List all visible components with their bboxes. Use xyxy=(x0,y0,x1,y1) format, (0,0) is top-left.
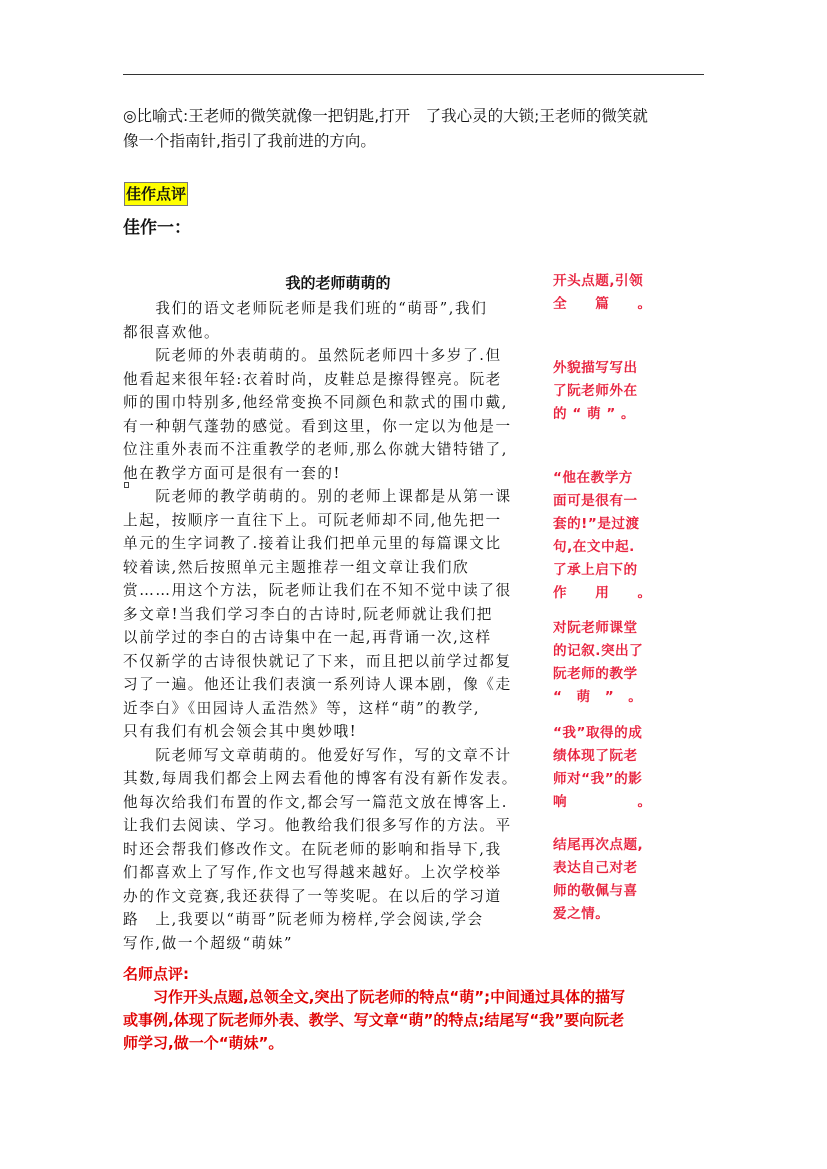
annotation-line: “ 萌 ” 。 xyxy=(553,689,643,705)
annotation-line: 阮老师的教学 xyxy=(553,666,638,682)
review-line: 习作开头点题,总领全文,突出了阮老师的特点“萌”;中间通过具体的描写 xyxy=(123,988,626,1006)
essay-line: 我们的语文老师阮老师是我们班的“萌哥”,我们 xyxy=(123,300,488,317)
annotation-line: 响 。 xyxy=(553,794,652,810)
annotation-line: 表达自己对老 xyxy=(553,860,638,876)
essay-line: 单元的生字词教了.接着让我们把单元里的每篇课文比 xyxy=(123,535,502,552)
annotation-line: 了承上启下的 xyxy=(553,562,638,578)
essay-line: 其数,每周我们都会上网去看他的博客有没有新作发表。 xyxy=(123,770,518,787)
essay-line: 上起，按顺序一直往下上。可阮老师却不同,他先把一 xyxy=(123,511,502,529)
essay-line: 时还会帮我们修改作文。在阮老师的影响和指导下,我 xyxy=(123,840,502,858)
essay-line: 他每次给我们布置的作文,都会写一篇范文放在博客上. xyxy=(123,793,508,811)
annotation-line: 作 用 。 xyxy=(553,585,652,601)
annotation-note xyxy=(553,270,651,316)
essay-title: 我的老师萌萌的 xyxy=(285,274,391,292)
essay-line: 以前学过的李白的古诗集中在一起,再背诵一次,这样 xyxy=(123,629,492,646)
essay-line: 位注重外表而不注重教学的老师,那么你就大错特错了, xyxy=(123,441,508,458)
annotation-line: 外貌描写写出 xyxy=(553,360,638,376)
annotation-line: 开头点题,引领 xyxy=(553,273,644,289)
annotation-note xyxy=(553,467,651,605)
review-line: 或事例,体现了阮老师外表、教学、写文章“萌”的特点;结尾写“我”要向阮老 xyxy=(123,1011,625,1029)
essay-line: 让我们去阅读、学习。他教给我们很多写作的方法。平 xyxy=(123,817,512,834)
essay-line: 赏……用这个方法，阮老师让我们在不知不觉中读了很 xyxy=(123,582,512,599)
annotation-note xyxy=(553,617,651,709)
essay-line: 他看起来很年轻:衣着时尚，皮鞋总是擦得铿亮。阮老 xyxy=(123,370,502,388)
intro-line: 像一个指南针,指引了我前进的方向。 xyxy=(123,132,376,150)
annotation-line: 套的!”是过渡 xyxy=(553,516,640,532)
essay-line: 近李白》《田园诗人孟浩然》等，这样“萌”的教学, xyxy=(123,699,481,717)
essay-line: 只有我们有机会领会其中奥妙哦! xyxy=(123,723,358,740)
essay-line: 阮老师写文章萌萌的。他爱好写作，写的文章不计 xyxy=(123,746,512,764)
annotation-line: “他在教学方 xyxy=(553,470,633,486)
annotation-note xyxy=(553,357,651,426)
essay-line: 们都喜欢上了写作,作文也写得越来越好。上次学校举 xyxy=(123,864,502,881)
annotation-note xyxy=(553,834,651,926)
annotation-line: 师对“我”的影 xyxy=(553,771,643,787)
annotation-note xyxy=(553,722,651,814)
essay-line: 写作,做一个超级“萌妹” xyxy=(123,934,294,950)
annotation-line: 全 篇 。 xyxy=(553,296,652,312)
essay-line: 有一种朝气蓬勃的感觉。看到这里，你一定以为他是一 xyxy=(123,417,512,435)
essay-line: 阮老师的外表萌萌的。虽然阮老师四十多岁了.但 xyxy=(123,347,502,364)
essay-line: 办的作文竞赛,我还获得了一等奖呢。在以后的学习道 xyxy=(123,887,502,905)
annotation-line: 了阮老师外在 xyxy=(553,383,638,399)
paragraph-mark xyxy=(124,482,129,488)
essay-line: 他在教学方面可是很有一套的! xyxy=(123,464,341,482)
essay-line: 路 上,我要以“萌哥”阮老师为榜样,学会阅读,学会 xyxy=(123,911,484,928)
annotation-line: 的记叙.突出了 xyxy=(553,643,644,659)
header-rule xyxy=(123,74,704,75)
review-line: 师学习,做一个“萌妹”。 xyxy=(123,1034,284,1052)
essay-line: 较着读,然后按照单元主题推荐一组文章让我们欣 xyxy=(123,558,470,576)
annotation-line: 绩体现了阮老 xyxy=(553,748,638,764)
annotation-line: “我”取得的成 xyxy=(553,725,643,741)
annotation-line: 面可是很有一 xyxy=(553,493,638,509)
teacher-review xyxy=(123,963,713,1055)
essay-body xyxy=(123,297,523,950)
annotation-line: 结尾再次点题, xyxy=(553,837,644,853)
annotation-line: 句,在文中起. xyxy=(553,539,635,555)
annotation-line: 对阮老师课堂 xyxy=(553,620,638,636)
annotation-line: 师的敬佩与喜 xyxy=(553,883,638,899)
review-heading: 名师点评: xyxy=(123,965,189,983)
essay-line: 阮老师的教学萌萌的。别的老师上课都是从第一课 xyxy=(123,488,512,505)
annotation-line: 爱之情。 xyxy=(553,906,610,922)
essay-line: 多文章!当我们学习李白的古诗时,阮老师就让我们把 xyxy=(123,605,493,623)
essay-line: 不仅新学的古诗很快就记了下来，而且把以前学过都复 xyxy=(123,652,512,670)
essay-line: 习了一遍。他还让我们表演一系列诗人课本剧，像《走 xyxy=(123,676,512,693)
essay-line: 师的围巾特别多,他经常变换不同颜色和款式的围巾戴, xyxy=(123,394,508,411)
subheading: 佳作一： xyxy=(123,218,191,238)
annotation-line: 的 “ 萌 ” 。 xyxy=(553,406,636,422)
section-tag-highlight: 佳作点评 xyxy=(124,182,188,206)
intro-line: ◎比喻式:王老师的微笑就像一把钥匙,打开 了我心灵的大锁;王老师的微笑就 xyxy=(123,107,648,125)
essay-line: 都很喜欢他。 xyxy=(123,323,221,341)
